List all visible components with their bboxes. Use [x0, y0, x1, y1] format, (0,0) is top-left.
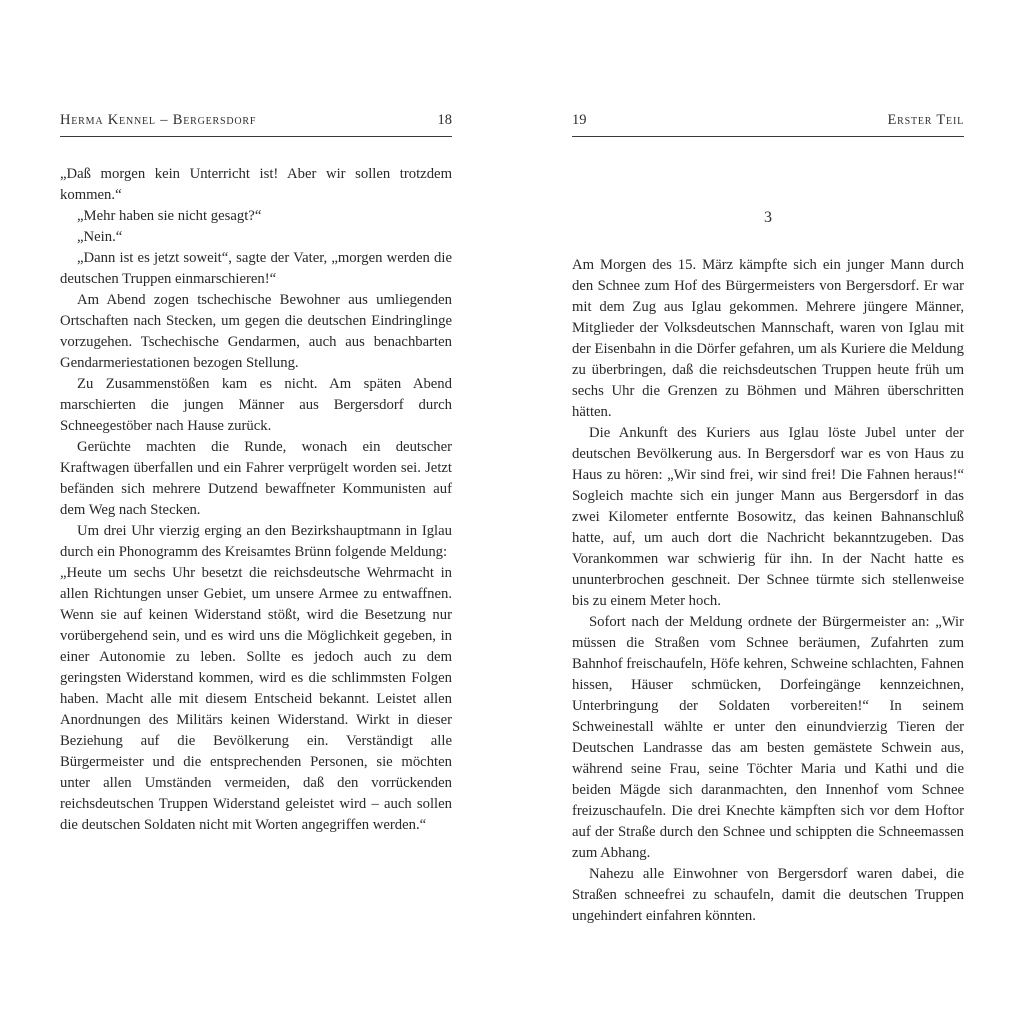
paragraph: Sofort nach der Meldung ordnete der Bürgermeister an: „Wir müssen die Straßen vom Schnee beräumen, Zufahrten zum Bahnhof freischaufeln, Höfe kehren, Schweine schlachten, Fahnen hissen, Häuser schmücken, Dorfeingänge kennzeichnen, Unterbringung der Soldaten vorbereiten!“ In seinem Schweinestall wählte er unter den einundvierzig Tieren der Deutschen Landrasse das am besten gemästete Schwein aus, während seine Frau, seine Töchter Maria und Kathi und die beiden Mägde sich daranmachten, den Innenhof vom Schnee freizuschaufeln. Die drei Knechte kämpften sich vor dem Hoftor auf der Straße durch den Schnee und schippten die Schneemassen zum Abhang. [572, 614, 964, 861]
paragraph: Am Abend zogen tschechische Bewohner aus umliegenden Ortschaften nach Stecken, um gegen die deutschen Eindringlinge vorzugehen. Tschechische Gendarmen, auch aus benachbarten Gendarmeriestationen bezogen Stellung. [60, 292, 452, 371]
right-running-head [572, 112, 964, 137]
paragraph: Gerüchte machten die Runde, wonach ein deutscher Kraftwagen überfallen und ein Fahrer verprügelt worden sei. Jetzt befänden sich mehrere Dutzend bewaffneter Kommunisten auf dem Weg nach Stecken. [60, 439, 452, 518]
paragraph: „Mehr haben sie nicht gesagt?“ [77, 208, 262, 224]
left-page [60, 112, 452, 836]
right-page [572, 112, 964, 927]
paragraph: Um drei Uhr vierzig erging an den Bezirkshauptmann in Iglau durch ein Phonogramm des Kreisamtes Brünn folgende Meldung: [60, 523, 452, 560]
quote-block: „Heute um sechs Uhr besetzt die reichsdeutsche Wehrmacht in allen Richtungen unser Gebiet, um unsere Armee zu entwaffnen. Wenn sie auf keinen Widerstand stößt, wird die Besetzung nur vorübergehend sein, und es wird uns die Möglichkeit gegeben, in einer Autonomie zu leben. Sollte es jedoch auch zu dem geringsten Widerstand kommen, wird es die schlimmsten Folgen haben. Macht alle mit diesem Entscheid bekannt. Leistet allen Anordnungen des Militärs keinen Widerstand. Wirkt in dieser Beziehung auf die Bevölkerung ein. Verständigt alle Bürgermeister und die entsprechenden Personen, sie möchten unter allen Umständen vermeiden, daß den vorrückenden reichsdeutschen Truppen Widerstand geleistet wird – auch sollen die deutschen Soldaten nicht mit Worten angegriffen werden.“ [60, 565, 452, 833]
paragraph: Nahezu alle Einwohner von Bergersdorf waren dabei, die Straßen schneefrei zu schaufeln, damit die deutschen Truppen ungehindert einfahren könnten. [572, 866, 964, 924]
left-body-text [60, 164, 452, 836]
chapter-number: 3 [764, 209, 772, 226]
left-page-number: 18 [437, 112, 452, 128]
left-running-head-title: Herma Kennel – Bergersdorf [60, 112, 257, 128]
paragraph: Am Morgen des 15. März kämpfte sich ein junger Mann durch den Schnee zum Hof des Bürgermeisters von Bergersdorf. Er war mit dem Zug aus Iglau gekommen. Mehrere jüngere Männer, Mitglieder der Volksdeutschen Mannschaft, waren von Iglau mit der Eisenbahn in die Dörfer gefahren, um als Kuriere die Meldung zu überbringen, daß die reichsdeutschen Truppen heute früh um sechs Uhr die Grenzen zu Böhmen und Mähren überschritten hätten. [572, 257, 964, 420]
paragraph: Die Ankunft des Kuriers aus Iglau löste Jubel unter der deutschen Bevölkerung aus. In Bergersdorf war es von Haus zu Haus zu hören: „Wir sind frei, wir sind frei! Die Fahnen heraus!“ Sogleich machte sich ein junger Mann aus Bergersdorf in das zwei Kilometer entfernte Bosowitz, das keinen Bahnanschluß hatte, auf, um auch dort die Nachricht bekanntzugeben. Das Vorankommen war schwierig für ihn. In der Nacht hatte es ununterbrochen geschneit. Der Schnee türmte sich stellenweise bis zu einem Meter hoch. [572, 425, 964, 609]
paragraph: Zu Zusammenstößen kam es nicht. Am späten Abend marschierten die jungen Männer aus Bergersdorf durch Schneegestöber nach Hause zurück. [60, 376, 452, 434]
paragraph: „Nein.“ [77, 229, 123, 245]
left-running-head [60, 112, 452, 137]
right-running-head-title: Erster Teil [887, 112, 964, 128]
paragraph: „Dann ist es jetzt soweit“, sagte der Vater, „morgen werden die deutschen Truppen einmarschieren!“ [60, 250, 452, 287]
right-body-text [572, 255, 964, 927]
paragraph: „Daß morgen kein Unterricht ist! Aber wir sollen trotzdem kommen.“ [60, 166, 452, 203]
right-page-number: 19 [572, 112, 587, 128]
